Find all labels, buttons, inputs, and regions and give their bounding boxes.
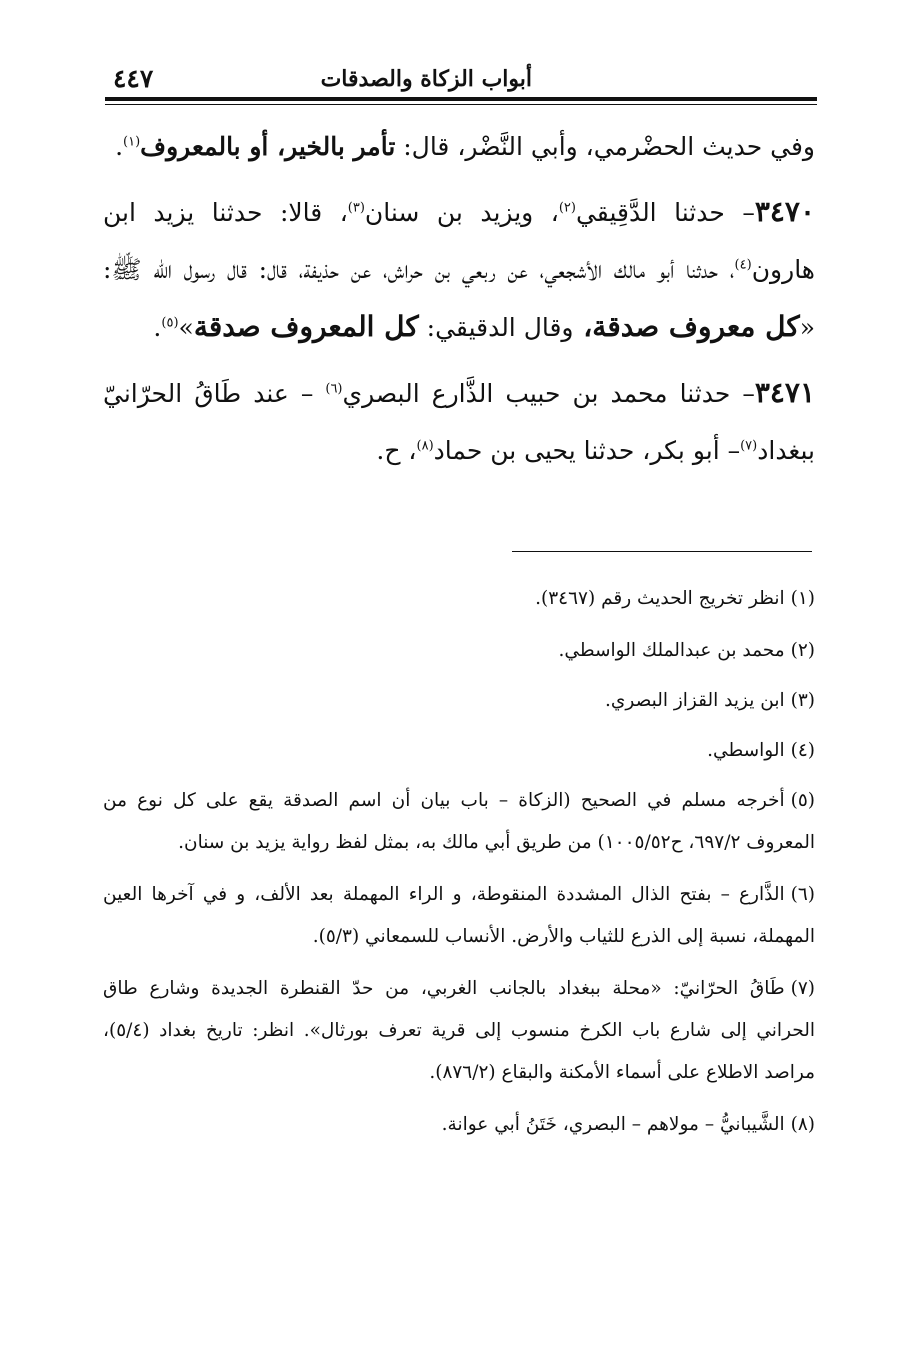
page-number: ٤٤٧ — [113, 64, 154, 93]
hadith-text: – أبو بكر، حدثنا يحيى بن حماد — [433, 436, 741, 465]
main-text — [103, 118, 815, 479]
footnote-text: الشَّيبانيُّ – مولاهم – البصري، خَتَنُ أبي عوانة. — [441, 1114, 785, 1135]
footnote-ref[interactable]: (٣) — [347, 200, 365, 216]
intro-line — [103, 118, 815, 175]
footnote-2 — [103, 630, 815, 672]
footnote-text: ابن يزيد القزاز البصري. — [605, 690, 785, 711]
footnote-7 — [103, 968, 815, 1094]
running-header — [105, 58, 817, 96]
hadith-text: . — [153, 313, 162, 342]
footnote-text: أخرجه مسلم في الصحيح (الزكاة – باب بيان أن اسم الصدقة يقع على كل نوع من المعروف ٦٩٧/٢، ح١٠٠٥/٥٢) من طريق أبي مالك به، بمثل لفظ رواية يزيد بن سنان. — [103, 790, 815, 853]
header-rule-thin — [105, 104, 817, 105]
hadith-text: ، ويزيد بن سنان — [364, 198, 559, 227]
hadith-text: – عند طَاقُ الحرّانيّ ببغداد — [103, 379, 815, 465]
footnote-ref[interactable]: (٦) — [325, 381, 343, 397]
footnote-number: (١) — [790, 588, 815, 609]
hadith-text: ، ح. — [376, 436, 417, 465]
hadith-3470 — [103, 183, 815, 356]
intro-text: وفي حديث الحضْرمي، وأبي النَّضْر، قال: — [395, 132, 815, 161]
footnote-text: الواسطي. — [707, 740, 785, 761]
footnote-number: (٥) — [790, 790, 815, 811]
footnote-5 — [103, 780, 815, 864]
footnote-ref[interactable]: (٨) — [416, 438, 434, 454]
footnote-text: الذَّارع – بفتح الذال المشددة المنقوطة، و الراء المهملة بعد الألف، و في آخرها العين المهملة، نسبة إلى الذرع للثياب والأرض. الأنساب للسمعاني (٥/٣). — [103, 884, 815, 947]
footnote-number: (٤) — [790, 740, 815, 761]
footnote-number: (٨) — [790, 1114, 815, 1135]
hadith-text: ، قالا: حدثنا يزيد ابن هارون — [103, 198, 815, 284]
footnote-separator — [512, 551, 812, 552]
hadith-number: ٣٤٧١ — [754, 376, 815, 409]
footnote-ref[interactable]: (٧) — [740, 438, 758, 454]
footnote-1 — [103, 578, 815, 620]
footnote-number: (٣) — [790, 690, 815, 711]
hadith-text: – حدثنا محمد بن حبيب الذَّارع البصري — [342, 379, 755, 408]
footnote-number: (٧) — [790, 978, 815, 999]
header-rule-thick — [105, 97, 817, 101]
hadith-3471 — [103, 364, 815, 479]
hadith-bold-text: كل المعروف صدقة — [193, 310, 419, 343]
hadith-number: ٣٤٧٠ — [754, 195, 815, 228]
footnote-text: انظر تخريج الحديث رقم (٣٤٦٧). — [535, 588, 785, 609]
footnote-number: (٦) — [790, 884, 815, 905]
footnote-ref[interactable]: (٤) — [734, 257, 752, 273]
footnote-ref[interactable]: (١) — [123, 134, 141, 150]
footnote-ref[interactable]: (٥) — [161, 315, 179, 331]
hadith-text: ، حدثنا أبو مالك الأشجعي، عن ربعي بن حراش، عن حذيفة، قال: قال رسول الله ﷺ: « — [103, 255, 815, 342]
footnote-6 — [103, 874, 815, 958]
footnote-3 — [103, 680, 815, 722]
footnote-text: محمد بن عبدالملك الواسطي. — [558, 640, 785, 661]
footnote-4 — [103, 730, 815, 772]
intro-bold: تأمر بالخير، أو بالمعروف — [140, 132, 396, 161]
footnote-text: طَاقُ الحرّانيّ: «محلة ببغداد بالجانب الغربي، من حدّ القنطرة الجديدة وشارع طاق الحراني إلى شارع باب الكرخ منسوب إلى قرية تعرف بورثال». انظر: تاريخ بغداد (٥/٤)، مراصد الاطلاع على أسماء الأمكنة والبقاع (٨٧٦/٢). — [103, 978, 815, 1083]
footnote-number: (٢) — [790, 640, 815, 661]
hadith-text: – حدثنا الدَّقِيقي — [575, 198, 755, 227]
footnote-ref[interactable]: (٢) — [558, 200, 576, 216]
intro-end: . — [115, 132, 124, 161]
hadith-text: » — [178, 313, 194, 342]
hadith-bold-text: كل معروف صدقة، — [573, 310, 800, 343]
hadith-text: وقال الدقيقي: — [418, 313, 574, 342]
footnotes — [103, 578, 815, 1156]
footnote-8 — [103, 1104, 815, 1146]
header-title: أبواب الزكاة والصدقات — [320, 66, 532, 92]
